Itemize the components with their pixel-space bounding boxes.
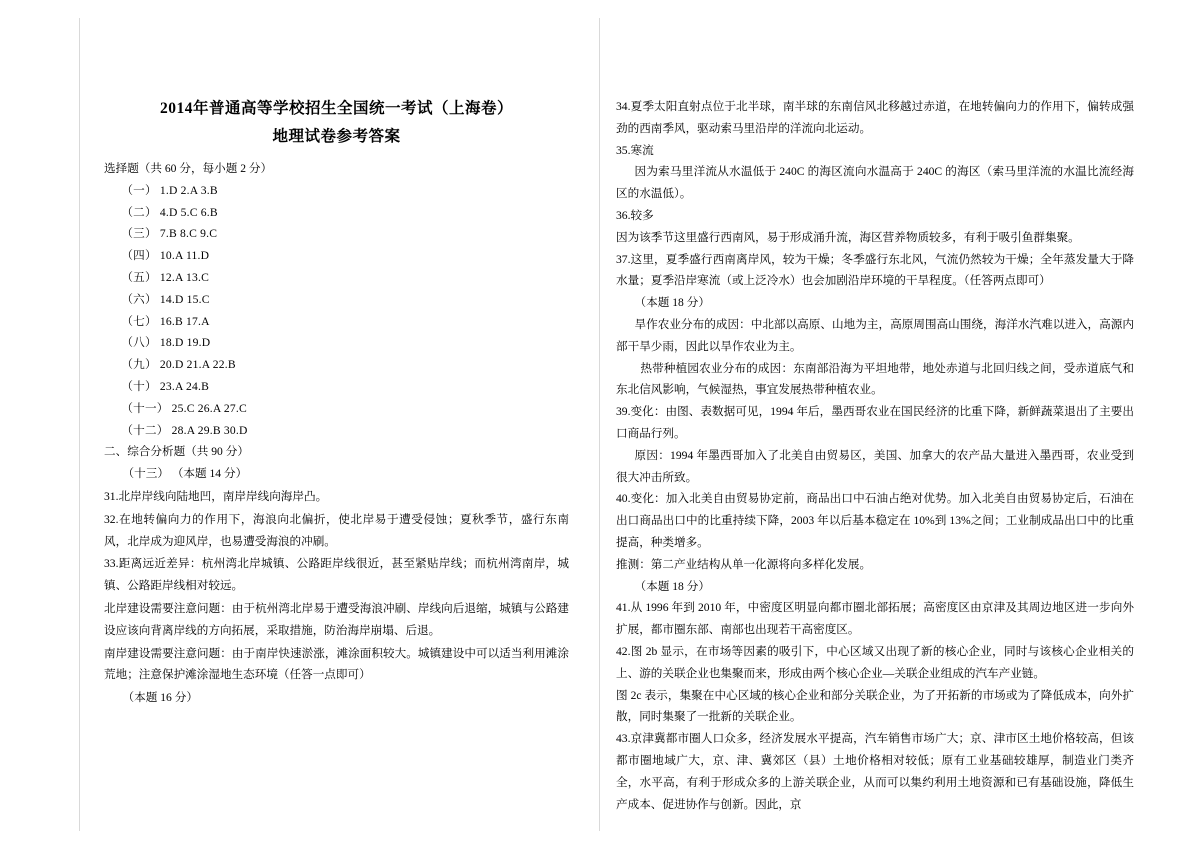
choice-group-7: （七） 16.B 17.A xyxy=(121,314,210,328)
answer-42-fig-b: 42.图 2b 显示，在市场等因素的吸引下，中心区域又出现了新的核心企业，同时与该核心企业相关的上、游的关联企业也集聚而来，形成由两个核心企业—关联企业组成的汽车产业链。 xyxy=(616,644,1134,680)
answer-41: 41.从 1996 年到 2010 年，中密度区明显向都市圈北部拓展；高密度区由京津及其周边地区进一步向外扩展，都市圈东部、南部也出现若干高密度区。 xyxy=(616,601,1134,637)
answer-39-reason: 原因：1994 年墨西哥加入了北美自由贸易区，美国、加拿大的农产品大量进入墨西哥，农业受到很大冲击所致。 xyxy=(616,448,1134,484)
choice-group-3: （三） 7.B 8.C 9.C xyxy=(121,227,218,241)
choice-group-10: （十） 23.A 24.B xyxy=(121,379,210,393)
page-title: 2014年普通高等学校招生全国统一考试（上海卷） xyxy=(159,100,513,117)
choice-group-4: （四） 10.A 11.D xyxy=(121,249,210,263)
answer-42-fig-c: 图 2c 表示，集聚在中心区域的核心企业和部分关联企业，为了开拓新的市场或为了降低成本，向外扩散，同时集聚了一批新的关联企业。 xyxy=(616,688,1134,724)
answer-36-label: 36.较多 xyxy=(616,208,654,222)
section-multiple-choice-heading: 选择题（共 60 分，每小题 2 分） xyxy=(104,162,273,175)
choice-group-11: （十一） 25.C 26.A 27.C xyxy=(121,401,247,415)
group-13-heading: （十三） （本题 14 分） xyxy=(122,467,248,481)
answer-37: 37.这里，夏季盛行西南离岸风，较为干燥；冬季盛行东北风，气流仍然较为干燥；全年蒸发量大于降水量；夏季沿岸寒流（或上泛冷水）也会加剧沿岸环境的干旱程度。（任答两点即可） xyxy=(616,252,1134,288)
choice-group-6: （六） 14.D 15.C xyxy=(121,292,210,306)
score-note-18-a: （本题 18 分） xyxy=(634,296,710,310)
answer-32: 32.在地转偏向力的作用下，海浪向北偏折，使北岸易于遭受侵蚀；夏秋季节，盛行东南风，北岸成为迎风岸，也易遭受海浪的冲刷。 xyxy=(104,512,569,548)
choice-group-5: （五） 12.A 13.C xyxy=(121,270,210,284)
answer-39-change: 39.变化：由图、表数据可见，1994 年后，墨西哥农业在国民经济的比重下降，新鲜蔬菜退出了主要出口商品行列。 xyxy=(616,405,1134,440)
page-subtitle: 地理试卷参考答案 xyxy=(272,128,401,145)
choice-group-8: （八） 18.D 19.D xyxy=(121,336,211,350)
answer-35-label: 35.寒流 xyxy=(616,143,654,157)
answer-33: 33.距离远近差异：杭州湾北岸城镇、公路距岸线很近，甚至紧贴岸线；而杭州湾南岸，城镇、公路距岸线相对较远。 xyxy=(104,557,569,593)
page-rule-left xyxy=(79,18,80,831)
answer-31: 31.北岸岸线向陆地凹，南岸岸线向海岸凸。 xyxy=(104,489,328,503)
answer-38-plantation: 热带种植园农业分布的成因：东南部沿海为平坦地带，地处赤道与北回归线之间，受赤道底气和东北信风影响，气候湿热，事宜发展热带种植农业。 xyxy=(616,361,1134,397)
choice-group-1: （一） 1.D 2.A 3.B xyxy=(121,183,218,197)
answer-33-south: 南岸建设需要注意问题：由于南岸快速淤涨，滩涂面积较大。城镇建设中可以适当利用滩涂荒地；注意保护滩涂湿地生态环境（任答一点即可） xyxy=(104,646,569,682)
score-note-16: （本题 16 分） xyxy=(122,691,198,705)
choice-group-12: （十二） 28.A 29.B 30.D xyxy=(121,423,248,437)
answer-40-inference: 推测：第二产业结构从单一化源将向多样化发展。 xyxy=(616,557,872,571)
answer-34: 34.夏季太阳直射点位于北半球，南半球的东南信风北移越过赤道，在地转偏向力的作用下，偏转成强劲的西南季风，驱动索马里沿岸的洋流向北运动。 xyxy=(616,100,1134,135)
page-rule-middle xyxy=(599,18,600,831)
choice-group-2: （二） 4.D 5.C 6.B xyxy=(121,205,218,219)
answer-33-north: 北岸建设需要注意问题：由于杭州湾北岸易于遭受海浪冲刷、岸线向后退缩，城镇与公路建设应该向背离岸线的方向拓展，采取措施，防治海岸崩塌、后退。 xyxy=(104,601,569,637)
answer-38-dry-farming: 旱作农业分布的成因：中北部以高原、山地为主，高原周围高山围绕，海洋水汽难以进入，高源内部干旱少雨，因此以旱作农业为主。 xyxy=(616,317,1134,353)
answer-43: 43.京津冀都市圈人口众多，经济发展水平提高，汽车销售市场广大；京、津市区土地价格较高，但该都市圈地域广大，京、津、冀郊区（县）土地价格相对较低；原有工业基础较雄厚，制造业门类齐全，水平高，有利于形成众多的上游关联企业，从而可以集约利用土地资源和已有基础设施，降低生产成本、促进协作与创新。因此，京 xyxy=(616,732,1134,811)
answer-40-change: 40.变化：加入北美自由贸易协定前，商品出口中石油占绝对优势。加入北美自由贸易协定后，石油在出口商品出口中的比重持续下降，2003 年以后基本稳定在 10%到 13%之间；工业制成品出口中的比重提高，种类增多。 xyxy=(616,492,1134,549)
section-comprehensive-heading: 二、综合分析题（共 90 分） xyxy=(104,445,249,459)
answer-36-body: 因为该季节这里盛行西南风，易于形成涌升流，海区营养物质较多，有利于吸引鱼群集聚。 xyxy=(616,230,1080,244)
right-column xyxy=(616,96,1134,815)
score-note-18-b: （本题 18 分） xyxy=(634,579,710,593)
answer-35-body: 因为索马里洋流从水温低于 240C 的海区流向水温高于 240C 的海区（索马里洋流的水温比流经海区的水温低）。 xyxy=(616,165,1134,201)
left-column xyxy=(104,96,569,709)
choice-group-9: （九） 20.D 21.A 22.B xyxy=(121,358,236,372)
